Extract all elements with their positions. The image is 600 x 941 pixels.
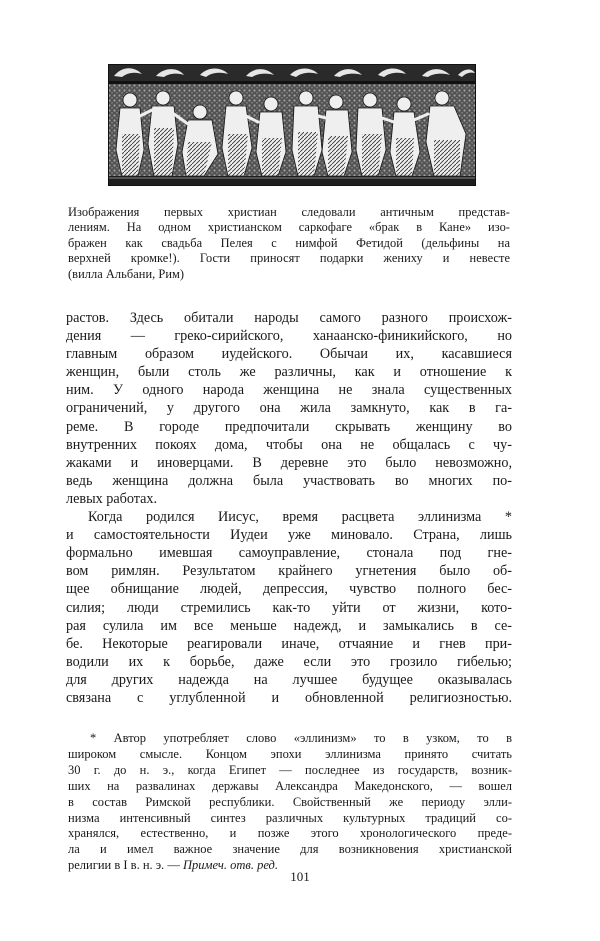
page-number: 101 <box>290 869 310 884</box>
footnote-line: ших на развалинах державы Александра Македонского, — вошел <box>68 778 512 793</box>
body-line: для других надежда на лучшее будущее оказывалась <box>66 671 512 688</box>
caption-line: (вилла Альбани, Рим) <box>68 266 185 281</box>
body-line: связана с углубленной и обновленной религиозностью. <box>66 689 512 706</box>
body-line: водили их к борьбе, даже если это грозило гибелью; <box>66 653 512 670</box>
body-line: растов. Здесь обитали народы самого разного происхож- <box>66 310 512 326</box>
body-line: левых работах. <box>66 490 158 507</box>
caption-line: верхней кромке!). Гости приносят подарки жениху и невесте <box>68 251 510 266</box>
body-line: формально имевшая самоуправление, стонала под гне- <box>66 545 512 562</box>
body-line: бе. Некоторые реагировали иначе, отчаяние и гнев при- <box>66 635 512 652</box>
footnote-line-text: религии в I в. н. э. — <box>68 858 184 873</box>
footnote-line: * Автор употребляет слово «эллинизм» то в узком, то в <box>90 731 512 745</box>
footnote-line: 30 г. до н. э., когда Египет — последнее из государств, возник- <box>68 762 512 777</box>
relief-illustration <box>108 64 476 186</box>
body-line: вом римлян. Результатом крайнего угнетения было об- <box>66 563 512 580</box>
body-line: дения — греко-сирийского, ханаанско-финикийского, но <box>66 328 512 345</box>
body-line: ним. У одного народа женщина не знала существенных <box>66 382 512 399</box>
body-line: рая сулила им все меньше надежд, и замыкались в се- <box>66 617 512 634</box>
figure-caption <box>68 205 510 282</box>
body-line: силия; люди стремились как-то уйти от жизни, кото- <box>66 599 512 616</box>
body-line: щее обнищание людей, депрессия, чувство полного бес- <box>66 581 512 598</box>
body-line: главным образом иудейского. Обычаи их, касавшиеся <box>66 346 512 363</box>
footnote <box>68 731 512 874</box>
caption-line: Изображения первых христиан следовали античным представ- <box>68 205 510 219</box>
body-line: ограничений, у другого она жила замкнуто, как в га- <box>66 400 512 417</box>
caption-line: лениям. На одном христианском саркофаге «брак в Кане» изо- <box>68 220 510 235</box>
body-line: ведь женщина должна была участвовать во многих по- <box>66 472 512 489</box>
footnote-line: в состав Римской республики. Свойственный же периоду элли- <box>68 794 512 809</box>
body-line: внутренних покоях дома, чтобы она не общалась с чу- <box>66 436 512 453</box>
body-line: жаками и иноверцами. В деревне это было невозможно, <box>66 454 512 471</box>
footnote-line: ла и имел важное значение для возникновения христианской <box>68 842 512 857</box>
body-line: Когда родился Иисус, время расцвета эллинизма * <box>88 509 512 526</box>
footnote-line: низма интенсивный синтез различных культурных традиций со- <box>68 810 512 825</box>
caption-line: бражен как свадьба Пелея с нимфой Фетидой (дельфины на <box>68 235 510 250</box>
sarcophagus-relief-image <box>108 64 476 186</box>
body-line: реме. В городе предпочитали скрывать женщину во <box>66 418 512 435</box>
body-text <box>66 309 512 707</box>
editor-note-attribution: Примеч. отв. ред. <box>183 858 279 873</box>
body-line: женщин, были столь же различны, как и отношение к <box>66 364 512 381</box>
body-line: и самостоятельности Иудеи уже миновало. Страна, лишь <box>66 527 512 544</box>
footnote-line: хранялся, естественно, и позже этого хронологического преде- <box>68 826 512 841</box>
footnote-line: широком смысле. Концом эпохи эллинизма принято считать <box>68 746 512 761</box>
